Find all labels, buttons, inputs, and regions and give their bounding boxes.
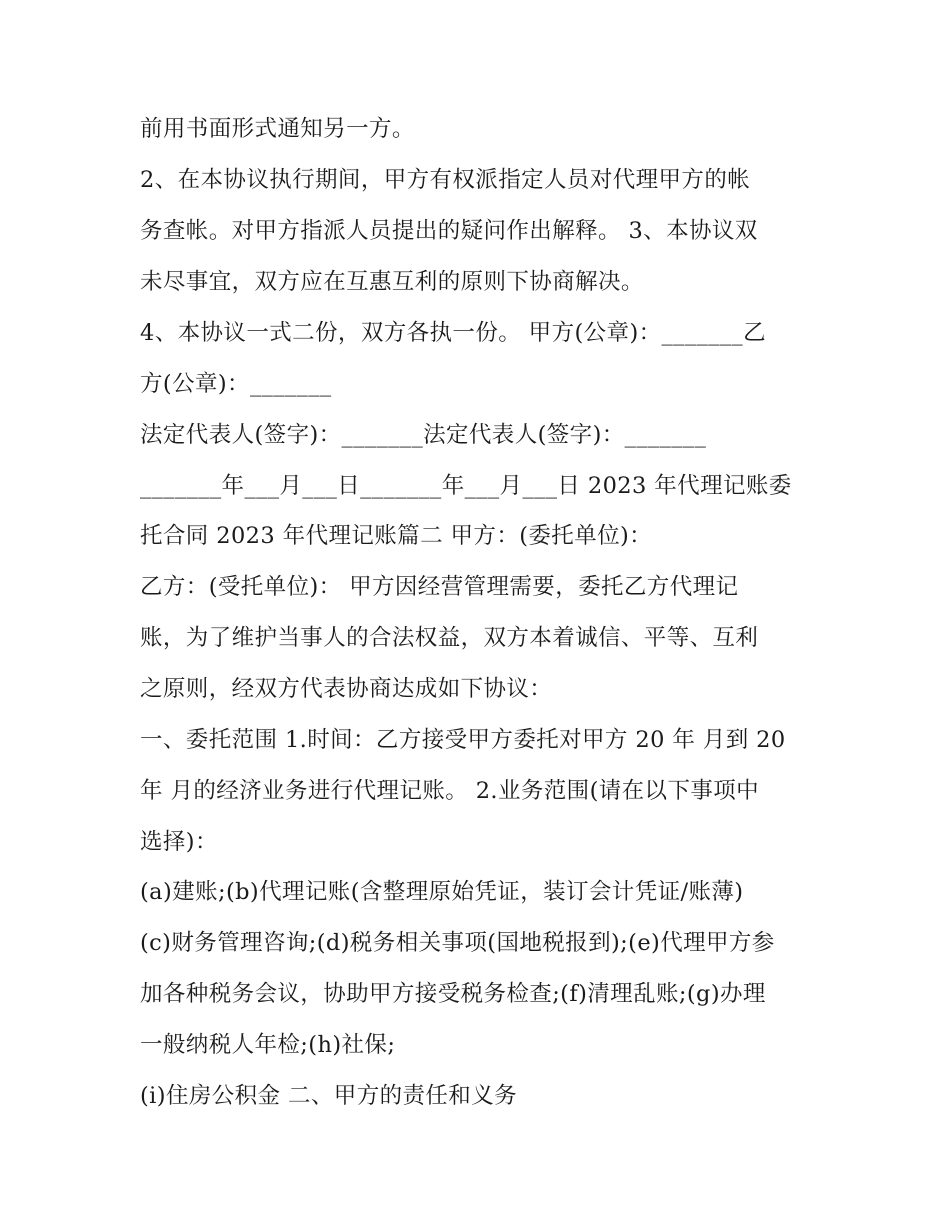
text-line: 2、在本协议执行期间，甲方有权派指定人员对代理甲方的帐	[140, 167, 751, 193]
text-line: 之原则，经双方代表协商达成如下协议：	[140, 676, 553, 702]
text-line: 年 月的经济业务进行代理记账。 2.业务范围(请在以下事项中	[140, 778, 760, 804]
text-line: 4、本协议一式二份，双方各执一份。 甲方(公章)：_______乙	[140, 320, 766, 346]
text-line: 加各种税务会议，协助甲方接受税务检查;(f)清理乱账;(g)办理	[140, 981, 766, 1007]
text-line: 乙方：(受托单位)： 甲方因经营管理需要，委托乙方代理记	[140, 574, 739, 600]
text-line: 务查帐。对甲方指派人员提出的疑问作出解释。 3、本协议双	[140, 218, 758, 244]
text-line: _______年___月___日_______年___月___日 2023 年代理记账委	[140, 473, 792, 499]
text-line: 选择)：	[140, 829, 218, 855]
text-line: 一、委托范围 1.时间：乙方接受甲方委托对甲方 20 年 月到 20	[140, 727, 786, 753]
text-line: (i)住房公积金 二、甲方的责任和义务	[140, 1083, 518, 1109]
text-line: 前用书面形式通知另一方。	[140, 116, 415, 142]
text-line: 托合同 2023 年代理记账篇二 甲方：(委托单位)：	[140, 523, 653, 549]
text-line: (a)建账;(b)代理记账(含整理原始凭证，装订会计凭证/账薄)	[140, 879, 744, 905]
text-line: 未尽事宜，双方应在互惠互利的原则下协商解决。	[140, 269, 644, 295]
text-line: 一般纳税人年检;(h)社保;	[140, 1032, 396, 1058]
text-line: 法定代表人(签字)：_______法定代表人(签字)：_______	[140, 422, 707, 448]
text-line: (c)财务管理咨询;(d)税务相关事项(国地税报到);(e)代理甲方参	[140, 930, 775, 956]
text-line: 账，为了维护当事人的合法权益，双方本着诚信、平等、互利	[140, 625, 759, 651]
text-line: 方(公章)：_______	[140, 371, 332, 397]
